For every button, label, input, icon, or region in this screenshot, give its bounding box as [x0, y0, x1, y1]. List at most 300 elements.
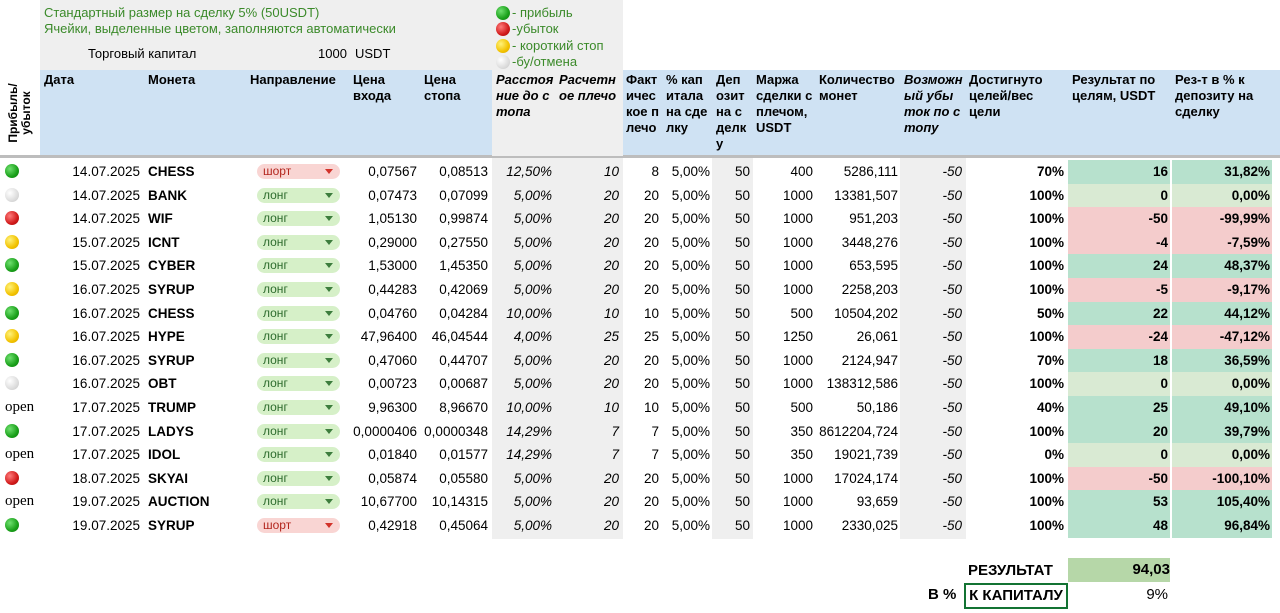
cell-deposit[interactable]: 50 — [734, 258, 750, 274]
white-circle-icon — [5, 376, 19, 390]
cell-margin[interactable]: 1000 — [782, 258, 813, 274]
info-line-1: Стандартный размер на сделку 5% (50USDT) — [44, 5, 320, 20]
cell-stop-price[interactable]: 46,04544 — [431, 329, 488, 345]
summary-pct-label: В % — [928, 586, 957, 603]
cell-stop-price[interactable]: 0,01577 — [439, 447, 488, 463]
cell-result-pct: -7,59% — [1172, 231, 1272, 255]
direction-dropdown[interactable] — [257, 329, 340, 344]
cell-entry-price[interactable]: 0,05874 — [368, 470, 417, 486]
cell-quantity[interactable]: 653,595 — [849, 258, 898, 274]
cell-margin[interactable]: 1000 — [782, 352, 813, 368]
status-indicator — [5, 254, 21, 278]
cell-calc-leverage[interactable]: 20 — [603, 187, 619, 203]
direction-dropdown[interactable] — [257, 353, 340, 368]
cell-quantity[interactable]: 8612204,724 — [819, 423, 898, 439]
cell-deposit[interactable]: 50 — [734, 470, 750, 486]
cell-targets[interactable]: 70% — [1036, 352, 1064, 368]
cell-margin[interactable]: 1000 — [782, 282, 813, 297]
cell-pct-capital[interactable]: 5,00% — [671, 187, 710, 203]
cell-calc-leverage[interactable]: 20 — [603, 234, 619, 250]
cell-quantity[interactable]: 17024,174 — [834, 470, 898, 486]
header-date: Дата — [44, 72, 75, 87]
cell-deposit[interactable]: 50 — [734, 376, 750, 392]
cell-stop-price[interactable]: 0,08513 — [439, 164, 488, 179]
cell-quantity[interactable]: 93,659 — [856, 494, 898, 510]
direction-value: лонг — [263, 423, 288, 438]
cell-calc-leverage[interactable]: 10 — [603, 400, 619, 415]
cell-entry-price[interactable]: 0,00723 — [368, 376, 417, 392]
cell-pct-capital[interactable]: 5,00% — [671, 400, 710, 415]
cell-date[interactable]: 15.07.2025 — [72, 258, 140, 274]
cell-stop-distance[interactable]: 14,29% — [506, 423, 552, 439]
cell-coin[interactable]: SYRUP — [148, 518, 195, 533]
cell-deposit[interactable]: 50 — [734, 305, 750, 321]
status-indicator — [5, 372, 21, 396]
cell-coin[interactable]: ICNT — [148, 234, 180, 250]
cell-stop-distance[interactable]: 5,00% — [513, 376, 552, 392]
cell-stop-distance[interactable]: 5,00% — [513, 187, 552, 203]
cell-stop-price[interactable]: 0,00687 — [439, 376, 488, 392]
cell-coin[interactable]: SKYAI — [148, 470, 189, 486]
cell-deposit[interactable]: 50 — [734, 447, 750, 463]
cell-date[interactable]: 15.07.2025 — [72, 234, 140, 250]
cell-deposit[interactable]: 50 — [734, 282, 750, 297]
cell-possible-loss[interactable]: -50 — [942, 211, 962, 227]
cell-deposit[interactable]: 50 — [734, 518, 750, 533]
dropdown-arrow-icon — [325, 193, 333, 198]
cell-coin[interactable]: AUCTION — [148, 494, 210, 510]
dropdown-arrow-icon — [325, 263, 333, 268]
cell-pct-capital[interactable]: 5,00% — [671, 376, 710, 392]
direction-dropdown[interactable] — [257, 447, 340, 462]
cell-result-pct: -99,99% — [1172, 207, 1272, 231]
cell-fact-leverage[interactable]: 25 — [643, 329, 659, 345]
cell-targets[interactable]: 100% — [1029, 187, 1064, 203]
direction-dropdown[interactable] — [257, 376, 340, 391]
cell-targets[interactable]: 100% — [1029, 423, 1064, 439]
cell-quantity[interactable]: 2124,947 — [841, 352, 898, 368]
cell-pct-capital[interactable]: 5,00% — [671, 211, 710, 227]
cell-possible-loss[interactable]: -50 — [942, 376, 962, 392]
cell-stop-distance[interactable]: 12,50% — [506, 164, 552, 179]
cell-pct-capital[interactable]: 5,00% — [671, 258, 710, 274]
cell-result-usdt: -50 — [1068, 207, 1170, 231]
cell-calc-leverage[interactable]: 10 — [603, 305, 619, 321]
status-indicator — [5, 514, 21, 538]
cell-stop-price[interactable]: 0,05580 — [439, 470, 488, 486]
cell-fact-leverage[interactable]: 20 — [643, 258, 659, 274]
cell-stop-price[interactable]: 0,0000348 — [424, 423, 488, 439]
cell-possible-loss[interactable]: -50 — [942, 400, 962, 415]
cell-targets[interactable]: 100% — [1029, 329, 1064, 345]
cell-targets[interactable]: 100% — [1029, 376, 1064, 392]
direction-dropdown[interactable] — [257, 494, 340, 509]
cell-targets[interactable]: 100% — [1029, 234, 1064, 250]
cell-result-pct: 0,00% — [1172, 443, 1272, 467]
header-status: Прибыль/ убыток — [6, 83, 33, 143]
capital-value[interactable]: 1000 — [318, 46, 347, 61]
cell-possible-loss[interactable]: -50 — [942, 329, 962, 345]
cell-entry-price[interactable]: 9,96300 — [368, 400, 417, 415]
cell-targets[interactable]: 40% — [1036, 400, 1064, 415]
header-calc-leverage: Расчетное плечо — [559, 72, 617, 103]
summary-pct-label-2[interactable]: К КАПИТАЛУ — [964, 583, 1068, 609]
cell-calc-leverage[interactable]: 10 — [603, 164, 619, 179]
table-row — [0, 254, 1280, 278]
direction-value: лонг — [263, 400, 288, 414]
cell-stop-distance[interactable]: 4,00% — [513, 329, 552, 345]
direction-dropdown[interactable] — [257, 211, 340, 226]
cell-date[interactable]: 16.07.2025 — [72, 305, 140, 321]
cell-date[interactable]: 14.07.2025 — [72, 211, 140, 227]
header-possible-loss: Возможный убыток по стопу — [904, 72, 963, 135]
cell-quantity[interactable]: 13381,507 — [834, 187, 898, 203]
cell-entry-price[interactable]: 0,42918 — [368, 518, 417, 533]
direction-value: лонг — [263, 470, 288, 485]
cell-quantity[interactable]: 2330,025 — [841, 518, 898, 533]
cell-stop-price[interactable]: 8,96670 — [439, 400, 488, 415]
direction-value: лонг — [263, 447, 288, 462]
cell-entry-price[interactable]: 0,07567 — [368, 164, 417, 179]
cell-fact-leverage[interactable]: 7 — [651, 447, 659, 463]
cell-coin[interactable]: CYBER — [148, 258, 196, 274]
cell-date[interactable]: 17.07.2025 — [72, 400, 140, 415]
cell-date[interactable]: 18.07.2025 — [72, 470, 140, 486]
cell-fact-leverage[interactable]: 20 — [643, 470, 659, 486]
legend-short-stop: - короткий стоп — [496, 38, 604, 53]
cell-margin[interactable]: 1000 — [782, 234, 813, 250]
direction-value: шорт — [263, 518, 292, 532]
cell-deposit[interactable]: 50 — [734, 187, 750, 203]
cell-deposit[interactable]: 50 — [734, 329, 750, 345]
cell-margin[interactable]: 500 — [790, 400, 813, 415]
cell-result-pct: 105,40% — [1172, 490, 1272, 514]
yellow-circle-icon — [5, 235, 19, 249]
cell-pct-capital[interactable]: 5,00% — [671, 305, 710, 321]
direction-dropdown[interactable] — [257, 164, 340, 179]
cell-date[interactable]: 14.07.2025 — [72, 164, 140, 179]
cell-entry-price[interactable]: 0,01840 — [368, 447, 417, 463]
dropdown-arrow-icon — [325, 287, 333, 292]
header-stop-distance: Расстояние до стопа — [496, 72, 554, 119]
cell-pct-capital[interactable]: 5,00% — [671, 447, 710, 463]
direction-dropdown[interactable] — [257, 518, 340, 533]
cell-possible-loss[interactable]: -50 — [942, 447, 962, 463]
table-row — [0, 420, 1280, 444]
cell-entry-price[interactable]: 47,96400 — [360, 329, 417, 345]
cell-possible-loss[interactable]: -50 — [942, 187, 962, 203]
cell-stop-distance[interactable]: 5,00% — [513, 211, 552, 227]
header-stop-price: Цена стопа — [424, 72, 461, 103]
cell-fact-leverage[interactable]: 20 — [643, 352, 659, 368]
cell-entry-price[interactable]: 0,47060 — [368, 352, 417, 368]
direction-dropdown[interactable] — [257, 188, 340, 203]
cell-stop-distance[interactable]: 10,00% — [506, 400, 552, 415]
cell-fact-leverage[interactable]: 10 — [643, 400, 659, 415]
cell-result-usdt: 48 — [1068, 514, 1170, 538]
cell-stop-price[interactable]: 1,45350 — [439, 258, 488, 274]
cell-margin[interactable]: 1000 — [782, 211, 813, 227]
direction-dropdown[interactable] — [257, 306, 340, 321]
cell-stop-distance[interactable]: 5,00% — [513, 282, 552, 297]
cell-date[interactable]: 19.07.2025 — [72, 518, 140, 533]
cell-possible-loss[interactable]: -50 — [942, 305, 962, 321]
cell-margin[interactable]: 400 — [790, 164, 813, 179]
cell-fact-leverage[interactable]: 20 — [643, 187, 659, 203]
direction-dropdown[interactable] — [257, 258, 340, 273]
cell-coin[interactable]: CHESS — [148, 164, 195, 179]
cell-pct-capital[interactable]: 5,00% — [671, 282, 710, 297]
cell-coin[interactable]: IDOL — [148, 447, 181, 463]
status-indicator — [5, 325, 21, 349]
cell-coin[interactable]: LADYS — [148, 423, 194, 439]
cell-result-usdt: 22 — [1068, 302, 1170, 326]
cell-possible-loss[interactable]: -50 — [942, 470, 962, 486]
info-line-2: Ячейки, выделенные цветом, заполняются автоматически — [44, 21, 396, 36]
cell-possible-loss[interactable]: -50 — [942, 234, 962, 250]
cell-quantity[interactable]: 951,203 — [849, 211, 898, 227]
cell-result-usdt: -24 — [1068, 325, 1170, 349]
cell-date[interactable]: 17.07.2025 — [72, 447, 140, 463]
status-indicator — [5, 231, 21, 255]
cell-calc-leverage[interactable]: 20 — [603, 352, 619, 368]
cell-entry-price[interactable]: 0,04760 — [368, 305, 417, 321]
cell-deposit[interactable]: 50 — [734, 494, 750, 510]
cell-stop-price[interactable]: 0,99874 — [439, 211, 488, 227]
direction-dropdown[interactable] — [257, 471, 340, 486]
cell-pct-capital[interactable]: 5,00% — [671, 423, 710, 439]
status-indicator — [5, 207, 21, 231]
direction-dropdown[interactable] — [257, 400, 340, 415]
cell-entry-price[interactable]: 1,05130 — [368, 211, 417, 227]
cell-calc-leverage[interactable]: 7 — [611, 423, 619, 439]
cell-result-usdt: 18 — [1068, 349, 1170, 373]
cell-date[interactable]: 16.07.2025 — [72, 376, 140, 392]
cell-coin[interactable]: TRUMP — [148, 400, 196, 415]
cell-quantity[interactable]: 26,061 — [856, 329, 898, 345]
dropdown-arrow-icon — [325, 358, 333, 363]
cell-calc-leverage[interactable]: 20 — [603, 470, 619, 486]
cell-quantity[interactable]: 2258,203 — [841, 282, 898, 297]
cell-quantity[interactable]: 138312,586 — [826, 376, 898, 392]
cell-margin[interactable]: 1000 — [782, 470, 813, 486]
cell-margin[interactable]: 350 — [790, 447, 813, 463]
cell-stop-price[interactable]: 0,04284 — [439, 305, 488, 321]
cell-calc-leverage[interactable]: 20 — [603, 376, 619, 392]
cell-coin[interactable]: CHESS — [148, 305, 195, 321]
cell-fact-leverage[interactable]: 20 — [643, 234, 659, 250]
cell-entry-price[interactable]: 1,53000 — [368, 258, 417, 274]
status-open-text: open — [5, 446, 35, 463]
dropdown-arrow-icon — [325, 334, 333, 339]
cell-entry-price[interactable]: 0,07473 — [368, 187, 417, 203]
cell-entry-price[interactable]: 0,44283 — [368, 282, 417, 297]
cell-stop-distance[interactable]: 5,00% — [513, 234, 552, 250]
cell-result-pct: -47,12% — [1172, 325, 1272, 349]
cell-calc-leverage[interactable]: 20 — [603, 211, 619, 227]
cell-stop-price[interactable]: 10,14315 — [431, 494, 488, 510]
cell-pct-capital[interactable]: 5,00% — [671, 164, 710, 179]
cell-margin[interactable]: 350 — [790, 423, 813, 439]
cell-coin[interactable]: SYRUP — [148, 352, 195, 368]
cell-stop-price[interactable]: 0,44707 — [439, 352, 488, 368]
direction-value: лонг — [263, 494, 288, 509]
direction-dropdown[interactable] — [257, 235, 340, 250]
cell-stop-distance[interactable]: 10,00% — [506, 305, 552, 321]
cell-possible-loss[interactable]: -50 — [942, 258, 962, 274]
cell-result-usdt: -5 — [1068, 278, 1170, 302]
status-indicator — [5, 302, 21, 326]
cell-targets[interactable]: 0% — [1044, 447, 1064, 463]
cell-calc-leverage[interactable]: 20 — [603, 518, 619, 533]
cell-quantity[interactable]: 5286,111 — [843, 164, 898, 179]
cell-result-usdt: 53 — [1068, 490, 1170, 514]
cell-stop-price[interactable]: 0,27550 — [439, 234, 488, 250]
cell-possible-loss[interactable]: -50 — [942, 494, 962, 510]
cell-date[interactable]: 17.07.2025 — [72, 423, 140, 439]
cell-entry-price[interactable]: 10,67700 — [360, 494, 417, 510]
cell-margin[interactable]: 1000 — [782, 518, 813, 533]
cell-pct-capital[interactable]: 5,00% — [671, 518, 710, 533]
cell-deposit[interactable]: 50 — [734, 234, 750, 250]
cell-fact-leverage[interactable]: 20 — [643, 376, 659, 392]
cell-calc-leverage[interactable]: 20 — [603, 494, 619, 510]
dropdown-arrow-icon — [325, 216, 333, 221]
cell-result-pct: 48,37% — [1172, 254, 1272, 278]
cell-date[interactable]: 14.07.2025 — [72, 187, 140, 203]
cell-possible-loss[interactable]: -50 — [942, 518, 962, 533]
dropdown-arrow-icon — [325, 476, 333, 481]
cell-deposit[interactable]: 50 — [734, 211, 750, 227]
cell-deposit[interactable]: 50 — [734, 164, 750, 179]
cell-pct-capital[interactable]: 5,00% — [671, 352, 710, 368]
cell-pct-capital[interactable]: 5,00% — [671, 470, 710, 486]
cell-date[interactable]: 16.07.2025 — [72, 329, 140, 345]
cell-deposit[interactable]: 50 — [734, 400, 750, 415]
table-row — [0, 349, 1280, 373]
direction-value: лонг — [263, 329, 288, 344]
cell-calc-leverage[interactable]: 20 — [603, 282, 619, 297]
cell-targets[interactable]: 100% — [1029, 470, 1064, 486]
cell-fact-leverage[interactable]: 7 — [651, 423, 659, 439]
status-open-text: open — [5, 399, 35, 415]
header-quantity: Количество монет — [819, 72, 895, 103]
yellow-circle-icon — [496, 39, 510, 53]
cell-targets[interactable]: 100% — [1029, 282, 1064, 297]
cell-coin[interactable]: WIF — [148, 211, 173, 227]
green-circle-icon — [5, 258, 19, 272]
capital-label: Торговый капитал — [88, 46, 197, 61]
cell-deposit[interactable]: 50 — [734, 352, 750, 368]
direction-dropdown[interactable] — [257, 424, 340, 439]
cell-stop-distance[interactable]: 5,00% — [513, 494, 552, 510]
cell-possible-loss[interactable]: -50 — [942, 164, 962, 179]
cell-date[interactable]: 16.07.2025 — [72, 282, 140, 297]
cell-quantity[interactable]: 3448,276 — [841, 234, 898, 250]
cell-targets[interactable]: 100% — [1029, 518, 1064, 533]
cell-date[interactable]: 16.07.2025 — [72, 352, 140, 368]
cell-pct-capital[interactable]: 5,00% — [671, 494, 710, 510]
cell-fact-leverage[interactable]: 20 — [643, 518, 659, 533]
status-indicator — [5, 349, 21, 373]
cell-pct-capital[interactable]: 5,00% — [671, 329, 710, 345]
cell-stop-price[interactable]: 0,42069 — [439, 282, 488, 297]
status-indicator — [5, 467, 21, 491]
legend-cancel: -бу/отмена — [496, 54, 577, 69]
cell-calc-leverage[interactable]: 20 — [603, 258, 619, 274]
cell-stop-distance[interactable]: 5,00% — [513, 518, 552, 533]
cell-fact-leverage[interactable]: 20 — [643, 282, 659, 297]
cell-fact-leverage[interactable]: 8 — [651, 164, 659, 179]
header-direction: Направление — [250, 72, 336, 87]
cell-calc-leverage[interactable]: 7 — [611, 447, 619, 463]
cell-stop-distance[interactable]: 5,00% — [513, 352, 552, 368]
header-coin: Монета — [148, 72, 196, 87]
cell-coin[interactable]: OBT — [148, 376, 177, 392]
table-row — [0, 467, 1280, 491]
cell-pct-capital[interactable]: 5,00% — [671, 234, 710, 250]
header-deposit: Депозит на сделку — [716, 72, 747, 151]
cell-stop-price[interactable]: 0,07099 — [439, 187, 488, 203]
cell-margin[interactable]: 1000 — [782, 187, 813, 203]
header-result-pct: Рез-т в % к депозиту на сделку — [1175, 72, 1254, 119]
cell-entry-price[interactable]: 0,29000 — [368, 234, 417, 250]
cell-targets[interactable]: 100% — [1029, 494, 1064, 510]
cell-possible-loss[interactable]: -50 — [942, 423, 962, 439]
cell-margin[interactable]: 500 — [790, 305, 813, 321]
cell-targets[interactable]: 100% — [1029, 258, 1064, 274]
cell-fact-leverage[interactable]: 20 — [643, 211, 659, 227]
summary-result-label: РЕЗУЛЬТАТ — [968, 562, 1053, 579]
dropdown-arrow-icon — [325, 429, 333, 434]
cell-fact-leverage[interactable]: 10 — [643, 305, 659, 321]
cell-margin[interactable]: 1250 — [782, 329, 813, 345]
cell-coin[interactable]: BANK — [148, 187, 187, 203]
cell-deposit[interactable]: 50 — [734, 423, 750, 439]
cell-quantity[interactable]: 10504,202 — [834, 305, 898, 321]
header-entry-price: Цена входа — [353, 72, 392, 103]
cell-stop-distance[interactable]: 5,00% — [513, 258, 552, 274]
cell-stop-distance[interactable]: 5,00% — [513, 470, 552, 486]
cell-possible-loss[interactable]: -50 — [942, 352, 962, 368]
cell-stop-distance[interactable]: 14,29% — [506, 447, 552, 463]
cell-quantity[interactable]: 50,186 — [856, 400, 898, 415]
cell-targets[interactable]: 70% — [1036, 164, 1064, 179]
cell-entry-price[interactable]: 0,0000406 — [353, 423, 417, 439]
cell-coin[interactable]: HYPE — [148, 329, 185, 345]
direction-value: лонг — [263, 282, 288, 296]
cell-margin[interactable]: 1000 — [782, 376, 813, 392]
direction-dropdown[interactable] — [257, 282, 340, 297]
cell-result-usdt: -50 — [1068, 467, 1170, 491]
direction-value: лонг — [263, 305, 288, 320]
cell-margin[interactable]: 1000 — [782, 494, 813, 510]
cell-date[interactable]: 19.07.2025 — [72, 494, 140, 510]
cell-quantity[interactable]: 19021,739 — [834, 447, 898, 463]
cell-possible-loss[interactable]: -50 — [942, 282, 962, 297]
cell-targets[interactable]: 100% — [1029, 211, 1064, 227]
cell-result-usdt: 0 — [1068, 443, 1170, 467]
cell-targets[interactable]: 50% — [1036, 305, 1064, 321]
cell-fact-leverage[interactable]: 20 — [643, 494, 659, 510]
cell-coin[interactable]: SYRUP — [148, 282, 195, 297]
green-circle-icon — [5, 353, 19, 367]
cell-stop-price[interactable]: 0,45064 — [439, 518, 488, 533]
green-circle-icon — [5, 164, 19, 178]
cell-calc-leverage[interactable]: 25 — [603, 329, 619, 345]
table-row — [0, 184, 1280, 208]
cell-result-pct: 0,00% — [1172, 184, 1272, 208]
